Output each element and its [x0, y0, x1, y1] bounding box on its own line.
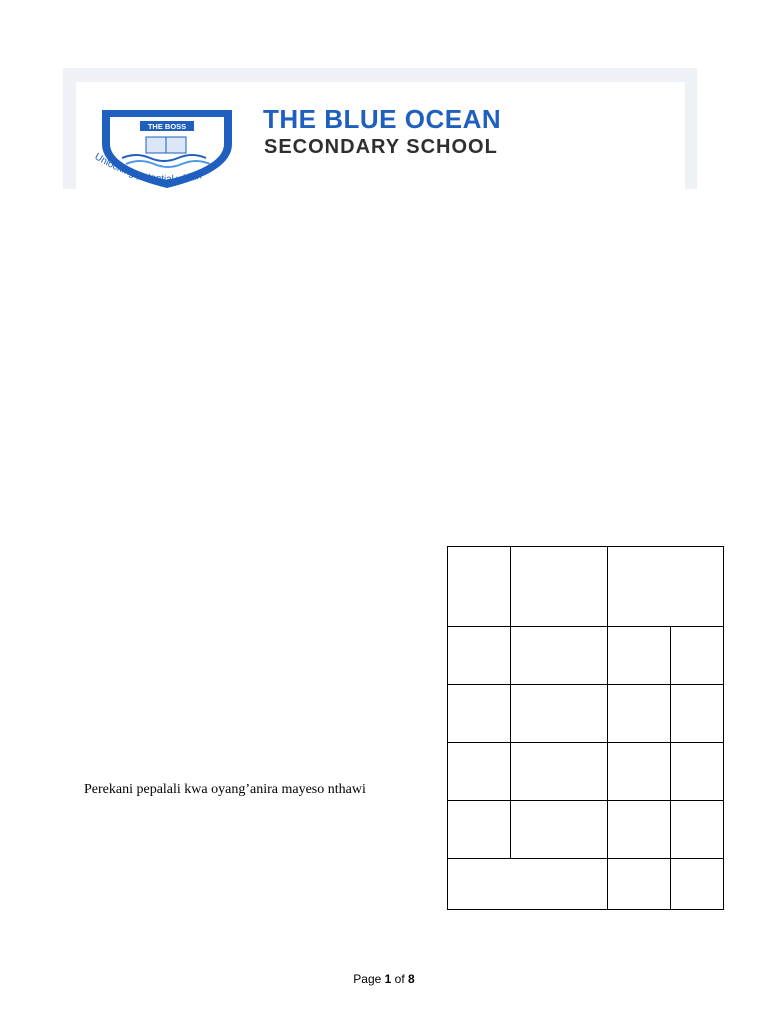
table-cell: [671, 627, 724, 685]
of-word: of: [394, 972, 405, 986]
table-cell: [671, 743, 724, 801]
table-cell: [511, 627, 608, 685]
table-cell: [448, 801, 511, 859]
table-cell: [448, 685, 511, 743]
page-word: Page: [353, 972, 382, 986]
table-row: [448, 801, 724, 859]
marks-table: [447, 546, 724, 910]
page-total: 8: [408, 972, 415, 986]
table-cell: [511, 547, 608, 627]
table-cell: [448, 547, 511, 627]
table-cell: [608, 801, 671, 859]
school-name-line-1: THE BLUE OCEAN: [263, 104, 502, 134]
school-name-line-2: SECONDARY SCHOOL: [264, 136, 498, 158]
crest-motto: Unlocking potential within: [92, 151, 203, 186]
table-cell: [511, 801, 608, 859]
table-cell: [671, 685, 724, 743]
table-cell: [608, 859, 671, 910]
table-row: [448, 685, 724, 743]
table-cell: [671, 859, 724, 910]
table-row: [448, 743, 724, 801]
table-row: [448, 859, 724, 910]
table-row: [448, 627, 724, 685]
table-cell: [448, 743, 511, 801]
table-cell: [671, 801, 724, 859]
table-row: [448, 547, 724, 627]
page-footer: [0, 972, 768, 986]
school-crest-logo: [86, 100, 246, 190]
table-cell: [608, 547, 724, 627]
table-cell: [511, 743, 608, 801]
exam-instruction: Perekani pepalali kwa oyang’anira mayeso nthawi: [84, 782, 366, 797]
table-cell: [511, 685, 608, 743]
table-total-cell: [448, 859, 608, 910]
crest-label: THE BOSS: [147, 122, 187, 131]
table-cell: [608, 627, 671, 685]
page-current: 1: [384, 972, 392, 986]
table-cell: [608, 743, 671, 801]
table-cell: [608, 685, 671, 743]
table-cell: [448, 627, 511, 685]
